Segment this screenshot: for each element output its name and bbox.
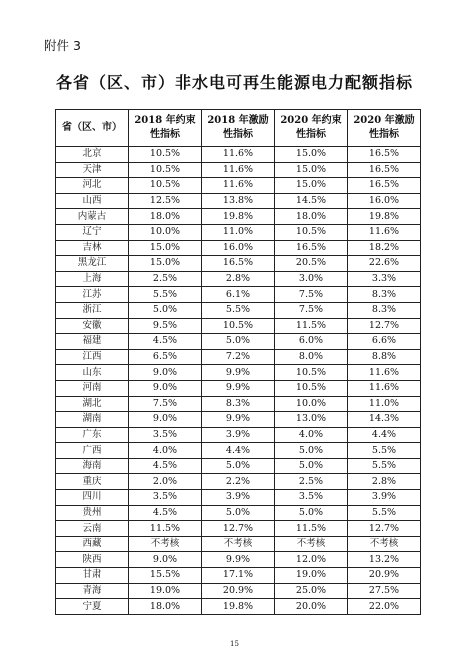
value-2018-incentive: 16.0% [202,240,275,256]
value-2018-binding: 10.5% [129,162,202,178]
value-2020-binding: 10.5% [275,380,348,396]
table-row [56,396,421,412]
value-2018-incentive: 11.6% [202,162,275,178]
value-2018-incentive: 3.9% [202,427,275,443]
value-2020-binding: 13.0% [275,412,348,428]
value-2018-binding: 3.5% [129,427,202,443]
province-cell: 上海 [56,271,129,287]
province-cell: 江苏 [56,287,129,303]
value-2020-incentive: 18.2% [348,240,421,256]
column-header-line1: 2020 年约束 [280,115,342,126]
value-2018-binding: 10.5% [129,147,202,163]
value-2020-incentive: 11.6% [348,365,421,381]
quota-table [55,109,421,615]
value-2018-binding: 19.0% [129,583,202,599]
table-row [56,224,421,240]
value-2018-binding: 9.0% [129,552,202,568]
province-cell: 内蒙古 [56,209,129,225]
document-title: 各省（区、市）非水电可再生能源电力配额指标 [55,73,413,92]
value-2018-incentive: 17.1% [202,568,275,584]
value-2020-binding: 10.0% [275,396,348,412]
value-2018-binding: 5.0% [129,302,202,318]
value-2018-incentive: 10.5% [202,318,275,334]
value-2020-incentive: 2.8% [348,474,421,490]
value-2020-incentive: 8.8% [348,349,421,365]
value-2018-incentive: 11.0% [202,224,275,240]
value-2020-incentive: 14.3% [348,412,421,428]
value-2020-binding: 15.0% [275,162,348,178]
value-2020-binding: 11.5% [275,318,348,334]
value-2018-binding: 18.0% [129,209,202,225]
value-2020-incentive: 3.9% [348,490,421,506]
table-header-row [56,110,421,147]
value-2020-binding: 20.5% [275,256,348,272]
province-cell: 福建 [56,334,129,350]
table-row [56,458,421,474]
value-2020-incentive: 12.7% [348,521,421,537]
value-2020-incentive: 6.6% [348,334,421,350]
table-row [56,599,421,615]
value-2020-binding: 11.5% [275,521,348,537]
column-header-2020-binding [275,110,348,147]
value-2020-binding: 19.0% [275,568,348,584]
value-2018-binding: 4.0% [129,443,202,459]
province-cell: 湖北 [56,396,129,412]
value-2020-binding: 6.0% [275,334,348,350]
value-2018-binding: 2.0% [129,474,202,490]
value-2020-binding: 7.5% [275,287,348,303]
value-2020-incentive: 22.0% [348,599,421,615]
province-cell: 甘肃 [56,568,129,584]
value-2020-incentive: 22.6% [348,256,421,272]
value-2020-binding: 16.5% [275,240,348,256]
value-2020-incentive: 27.5% [348,583,421,599]
province-cell: 黑龙江 [56,256,129,272]
value-2020-incentive: 19.8% [348,209,421,225]
province-cell: 河北 [56,178,129,194]
value-2020-binding: 25.0% [275,583,348,599]
table-row [56,193,421,209]
value-2020-binding: 4.0% [275,427,348,443]
value-2018-binding: 10.5% [129,178,202,194]
value-2020-binding: 3.5% [275,490,348,506]
value-2020-incentive: 5.5% [348,443,421,459]
value-2020-binding: 10.5% [275,365,348,381]
value-2018-binding: 4.5% [129,334,202,350]
value-2018-binding: 3.5% [129,490,202,506]
table-row [56,443,421,459]
province-cell: 江西 [56,349,129,365]
province-cell: 青海 [56,583,129,599]
value-2020-binding: 2.5% [275,474,348,490]
value-2020-incentive: 11.6% [348,380,421,396]
province-cell: 山西 [56,193,129,209]
value-2020-incentive: 11.6% [348,224,421,240]
value-2018-incentive: 11.6% [202,147,275,163]
value-2018-binding: 9.0% [129,365,202,381]
value-2018-binding: 7.5% [129,396,202,412]
table-row [56,505,421,521]
value-2018-binding: 9.0% [129,380,202,396]
value-2018-incentive: 5.0% [202,505,275,521]
table-row [56,380,421,396]
value-2020-incentive: 5.5% [348,505,421,521]
value-2020-incentive: 16.5% [348,178,421,194]
province-cell: 西藏 [56,536,129,552]
table-row [56,474,421,490]
table-row [56,178,421,194]
value-2020-binding: 5.0% [275,443,348,459]
value-2018-incentive: 9.9% [202,412,275,428]
value-2018-incentive: 13.8% [202,193,275,209]
column-header-line1: 2018 年激励 [207,115,269,126]
value-2020-binding: 7.5% [275,302,348,318]
value-2020-incentive: 8.3% [348,287,421,303]
column-header-line2: 性指标 [150,129,180,140]
column-header-2020-incentive [348,110,421,147]
value-2020-incentive: 4.4% [348,427,421,443]
value-2018-binding: 12.5% [129,193,202,209]
table-row [56,287,421,303]
value-2020-binding: 不考核 [275,536,348,552]
province-cell: 陕西 [56,552,129,568]
table-row [56,209,421,225]
value-2018-incentive: 20.9% [202,583,275,599]
table-row [56,162,421,178]
column-header-line1: 2020 年激励 [353,115,415,126]
province-cell: 北京 [56,147,129,163]
table-row [56,256,421,272]
column-header-line2: 性指标 [369,129,399,140]
value-2018-binding: 4.5% [129,505,202,521]
value-2020-incentive: 13.2% [348,552,421,568]
column-header-line2: 性指标 [223,129,253,140]
value-2018-incentive: 12.7% [202,521,275,537]
province-cell: 浙江 [56,302,129,318]
value-2020-binding: 15.0% [275,178,348,194]
value-2020-incentive: 5.5% [348,458,421,474]
table-row [56,334,421,350]
value-2018-binding: 5.5% [129,287,202,303]
value-2018-binding: 15.0% [129,240,202,256]
value-2018-incentive: 2.8% [202,271,275,287]
value-2020-incentive: 12.7% [348,318,421,334]
value-2018-incentive: 16.5% [202,256,275,272]
value-2020-incentive: 20.9% [348,568,421,584]
value-2018-incentive: 9.9% [202,380,275,396]
value-2020-binding: 8.0% [275,349,348,365]
value-2020-binding: 5.0% [275,458,348,474]
page-number: 15 [230,640,239,648]
value-2020-incentive: 3.3% [348,271,421,287]
column-header-line1: 省（区、市） [62,122,122,133]
table-row [56,568,421,584]
value-2018-incentive: 5.0% [202,458,275,474]
value-2020-incentive: 16.5% [348,162,421,178]
value-2018-incentive: 9.9% [202,552,275,568]
value-2018-incentive: 4.4% [202,443,275,459]
province-cell: 辽宁 [56,224,129,240]
column-header-2018-incentive [202,110,275,147]
value-2018-incentive: 3.9% [202,490,275,506]
value-2018-incentive: 9.9% [202,365,275,381]
value-2020-binding: 12.0% [275,552,348,568]
province-cell: 河南 [56,380,129,396]
table-row [56,583,421,599]
province-cell: 宁夏 [56,599,129,615]
table-row [56,365,421,381]
province-cell: 海南 [56,458,129,474]
province-cell: 广东 [56,427,129,443]
table-row [56,552,421,568]
value-2020-binding: 20.0% [275,599,348,615]
value-2018-incentive: 19.8% [202,599,275,615]
value-2018-binding: 18.0% [129,599,202,615]
province-cell: 广西 [56,443,129,459]
value-2020-incentive: 不考核 [348,536,421,552]
value-2018-incentive: 5.0% [202,334,275,350]
value-2020-incentive: 8.3% [348,302,421,318]
value-2020-incentive: 16.0% [348,193,421,209]
province-cell: 湖南 [56,412,129,428]
value-2020-binding: 14.5% [275,193,348,209]
column-header-province [56,110,129,147]
value-2020-binding: 10.5% [275,224,348,240]
value-2018-binding: 不考核 [129,536,202,552]
province-cell: 山东 [56,365,129,381]
value-2018-incentive: 6.1% [202,287,275,303]
table-row [56,412,421,428]
province-cell: 天津 [56,162,129,178]
value-2018-binding: 15.0% [129,256,202,272]
value-2018-incentive: 11.6% [202,178,275,194]
value-2020-incentive: 11.0% [348,396,421,412]
table-row [56,521,421,537]
province-cell: 安徽 [56,318,129,334]
value-2020-binding: 3.0% [275,271,348,287]
value-2018-incentive: 7.2% [202,349,275,365]
value-2020-binding: 15.0% [275,147,348,163]
value-2018-binding: 15.5% [129,568,202,584]
province-cell: 云南 [56,521,129,537]
table-row [56,490,421,506]
attachment-label: 附件 3 [44,38,81,53]
table-row [56,536,421,552]
value-2018-binding: 9.0% [129,412,202,428]
province-cell: 重庆 [56,474,129,490]
column-header-2018-binding [129,110,202,147]
province-cell: 吉林 [56,240,129,256]
province-cell: 四川 [56,490,129,506]
value-2018-binding: 10.0% [129,224,202,240]
column-header-line2: 性指标 [296,129,326,140]
value-2020-incentive: 16.5% [348,147,421,163]
table-row [56,271,421,287]
value-2020-binding: 5.0% [275,505,348,521]
value-2018-incentive: 5.5% [202,302,275,318]
value-2018-binding: 6.5% [129,349,202,365]
province-cell: 贵州 [56,505,129,521]
value-2020-binding: 18.0% [275,209,348,225]
table-row [56,302,421,318]
value-2018-binding: 4.5% [129,458,202,474]
value-2018-incentive: 8.3% [202,396,275,412]
table-row [56,427,421,443]
value-2018-incentive: 2.2% [202,474,275,490]
table-row [56,349,421,365]
table-row [56,240,421,256]
value-2018-binding: 11.5% [129,521,202,537]
table-row [56,147,421,163]
value-2018-binding: 2.5% [129,271,202,287]
table-row [56,318,421,334]
column-header-line1: 2018 年约束 [134,115,196,126]
value-2018-binding: 9.5% [129,318,202,334]
table-body [56,147,421,615]
value-2018-incentive: 19.8% [202,209,275,225]
value-2018-incentive: 不考核 [202,536,275,552]
